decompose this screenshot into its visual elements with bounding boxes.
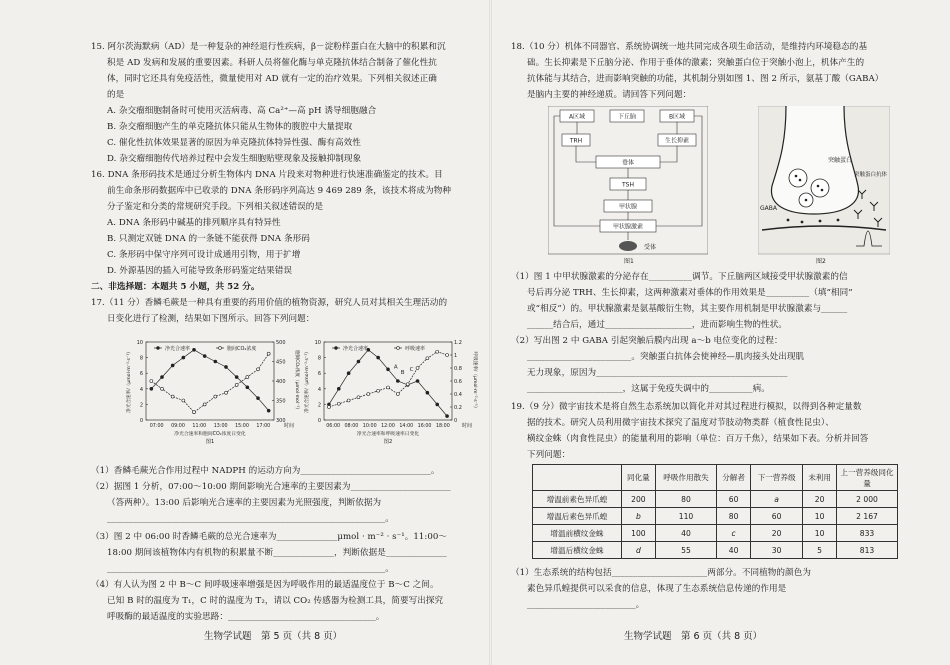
- legend-label: 呼吸速率: [405, 346, 426, 352]
- annotation-label: C: [409, 366, 414, 373]
- data-point: [406, 383, 409, 386]
- chart-caption: 净光合速率和呼吸速率日变化: [356, 432, 420, 437]
- q18-answer-blank-3[interactable]: ______: [821, 304, 848, 314]
- data-point: [426, 357, 429, 360]
- data-point: [387, 368, 390, 371]
- fig2-chart: [300, 336, 480, 448]
- data-point: [203, 355, 206, 358]
- x-tick-label: 10:00: [362, 424, 377, 429]
- q19-answer-blank-2[interactable]: _________________________。: [527, 600, 645, 610]
- q19-line4: 下列问题：: [527, 450, 571, 460]
- q18-part1-line3: [527, 304, 847, 315]
- q19-line2: 据的技术。研究人员利用微宇宙技术探究了温度对节肢动物类群（植食性昆虫）、: [527, 418, 834, 428]
- q17-line2: 日变化进行了检测，结果如下图所示。回答下列问题：: [107, 314, 315, 324]
- q15-line3: 体，同时它还具有免疫活性，微量使用对 AD 就有一定的治疗效果。下列相关叙述正确: [107, 74, 437, 84]
- y-tick-label-left: 4: [317, 386, 321, 393]
- right-page: [506, 0, 906, 665]
- fig1-caption: 图1: [624, 258, 634, 265]
- y-tick-label-left: 2: [139, 402, 143, 409]
- q17-part2-cont: [107, 498, 381, 509]
- fig1-label-pituitary: 垂体: [621, 159, 635, 167]
- y-tick-label-right: 0: [454, 418, 458, 424]
- q18-part2-text-c: 无力现象，原因为: [527, 368, 597, 378]
- q15-line4: 的是: [107, 90, 125, 100]
- q19-part1-text-c: 素色异爪蝗提供可以采食的信息，体现了生态系统信息传递的作用是: [527, 584, 787, 594]
- fig1-label-thyroid-hormone: 甲状腺激素: [612, 223, 644, 231]
- table-cell: 5: [803, 542, 837, 559]
- y-tick-label-right: 1.2: [454, 340, 462, 346]
- plot-frame: [146, 342, 274, 420]
- data-point: [357, 360, 360, 363]
- table-cell: 增温后横纹金蛛: [533, 542, 622, 559]
- x-tick-label: 09:00: [171, 424, 185, 429]
- q18-line4: 是脑内主要的神经递质。请回答下列问题：: [527, 90, 692, 100]
- fig1-target-cell: [619, 241, 637, 251]
- data-point: [257, 368, 260, 371]
- q17-answer-blank-2[interactable]: _______________________: [350, 482, 451, 492]
- data-point: [357, 396, 360, 399]
- data-point: [367, 393, 370, 396]
- table-cell: 10: [803, 508, 837, 525]
- q18-answer-blank-4[interactable]: ______: [527, 320, 554, 330]
- q17-answer-blank-8[interactable]: __________________________________。: [228, 612, 385, 622]
- y-tick-label-right: 450: [276, 359, 286, 366]
- table-cell: 40: [655, 525, 716, 542]
- fig1-label-b-region: B区域: [668, 113, 686, 121]
- q16-option-b: B. 只测定双链 DNA 的一条链不能获得 DNA 条形码: [107, 234, 310, 244]
- q17-part4-line3-text: 呼吸酶的最适温度的实验思路：: [107, 612, 229, 622]
- y-axis-label-left: 净光合速率/（μmol·m⁻²·s⁻¹）: [305, 349, 310, 413]
- y-tick-label-left: 8: [139, 355, 143, 362]
- q17-line1: 17.（11 分）香鳞毛蕨是一种具有重要的药用价值的植物资源，研究人员对其相关生理活动的: [91, 298, 448, 308]
- data-point: [377, 389, 380, 392]
- q17-answer-blank-7[interactable]: ________________________________________________________________。: [107, 564, 394, 574]
- data-point: [347, 372, 350, 375]
- data-point: [225, 365, 228, 368]
- annotation-label: A: [393, 364, 398, 371]
- q18-line3: 抗体能与其结合，进而影响突触的功能，其机制分别如图 1、图 2 所示，氨基丁酸（GABA）: [527, 74, 884, 84]
- data-point: [267, 352, 270, 355]
- table-cell: 20: [803, 491, 837, 508]
- y-tick-label-right: 350: [276, 398, 286, 405]
- table-cell: 110: [655, 508, 716, 525]
- q15-line1: 15. 阿尔茨海默病（AD）是一种复杂的神经退行性疾病，β－淀粉样蛋白在大脑中的积累和沉: [91, 42, 446, 52]
- x-tick-label: 12:00: [381, 424, 395, 429]
- x-axis-label: 时间: [462, 423, 473, 429]
- data-point: [182, 356, 185, 359]
- q17-part3-reason: ，判断依据是: [333, 548, 386, 558]
- y-tick-label-left: 2: [317, 402, 321, 409]
- table-cell: 80: [655, 491, 716, 508]
- q18-part1-line4: [527, 320, 787, 331]
- table-cell: 200: [622, 491, 656, 508]
- plot-frame: [324, 342, 452, 420]
- fig1-label-hypothalamus: 下丘脑: [617, 113, 637, 121]
- q15-line2: 积是 AD 发病和发展的重要因素。科研人员将催化酶与单克隆抗体结合制备了催化性抗: [107, 58, 437, 68]
- x-tick-label: 08:00: [344, 424, 359, 429]
- table-cell: 60: [717, 491, 751, 508]
- fig1-label-thyroid: 甲状腺: [618, 203, 638, 211]
- y-tick-label-right: 300: [276, 418, 286, 424]
- annotation-label: B: [400, 369, 405, 376]
- q16-line3: 分子鉴定和分类的常规研究手段。下列相关叙述错误的是: [107, 202, 324, 212]
- table-cell: 60: [750, 508, 802, 525]
- q15-option-b: B. 杂交瘤细胞产生的单克隆抗体只能从生物体的腹腔中大量提取: [107, 122, 353, 132]
- q17-part3-text: （3）图 2 中 06:00 时香鳞毛蕨的总光合速率为: [91, 532, 277, 542]
- fig2-caption: 图2: [816, 258, 826, 265]
- chart-caption: 净光合速率和胞间CO₂浓度日变化: [174, 432, 246, 437]
- q18-part2-text-d: ，这属于免疫失调中的: [622, 384, 710, 394]
- q17-part2-text: （2）据图 1 分析，07:00～10:00 期间影响光合速率的主要因素为: [91, 482, 351, 492]
- q18-answer-blank-7[interactable]: ____________________________________________: [596, 368, 788, 378]
- q18-part1-text-a: （1）图 1 中甲状腺激素的分泌存在: [511, 272, 649, 282]
- table-cell: 40: [717, 542, 751, 559]
- right-page-footer: 生物学试题 第 6 页（共 8 页）: [624, 631, 763, 642]
- table-cell: 增温前素色异爪蝗: [533, 491, 622, 508]
- q17-answer-blank-6[interactable]: ______________: [385, 548, 447, 558]
- q18-answer-blank-9[interactable]: __________: [709, 384, 753, 394]
- chart-title: 图1: [205, 439, 215, 445]
- legend-label: 净光合速率: [165, 346, 191, 352]
- q18-part2-line3: [527, 368, 787, 379]
- q19-line1: 19.（9 分）微宇宙技术是将自然生态系统加以简化并对其过程进行模拟，以得到各种定量数: [511, 402, 862, 412]
- legend-marker: [397, 347, 400, 350]
- y-tick-label-left: 6: [139, 371, 143, 378]
- y-tick-label-right: 0.4: [454, 392, 462, 398]
- fig1-label-somatostatin: 生长抑素: [664, 137, 690, 145]
- table-cell: 增温前横纹金蛛: [533, 525, 622, 542]
- series-line-1: [329, 352, 447, 407]
- x-tick-label: 17:00: [256, 424, 271, 429]
- data-point: [327, 406, 330, 409]
- data-point: [214, 360, 217, 363]
- data-point: [337, 402, 340, 405]
- q19-answer-blank-1[interactable]: ______________________: [611, 568, 708, 578]
- q18-part2-text-e: 病。: [752, 384, 770, 394]
- table-cell: c: [717, 525, 751, 542]
- q18-part1-text-c: 号后再分泌 TRH、生长抑素，这两种激素对垂体的作用效果是: [527, 288, 766, 298]
- q18-part1-text-g: ，进而影响生物的性状。: [691, 320, 787, 330]
- q18-part1-text-b: 调节。下丘脑两区域接受甲状腺激素的信: [692, 272, 848, 282]
- y-tick-label-right: 1: [454, 353, 458, 359]
- data-point: [377, 356, 380, 359]
- table-cell: 增温后素色异爪蝗: [533, 508, 622, 525]
- table-header-cell: [533, 465, 622, 491]
- series-line-0: [151, 350, 268, 411]
- fig2-vesicle-1: [789, 169, 807, 187]
- q17-part4-line2: 已知 B 时的温度为 T₁，C 时的温度为 T₂，请以 CO₂ 传感器为检测工具，简要写出探究: [107, 596, 444, 606]
- q17-part4-line1: （4）有人认为图 2 中 B～C 间呼吸速率增强是因为呼吸作用的最适温度位于 B～C 之间。: [91, 580, 439, 590]
- y-tick-label-left: 10: [314, 340, 321, 346]
- series-line-1: [151, 354, 268, 413]
- q17-part3-cont: [107, 548, 447, 559]
- y-tick-label-left: 0: [317, 418, 321, 424]
- q16-line1: 16. DNA 条形码技术是通过分析生物体内 DNA 片段来对物种进行快速准确鉴定的技术。目: [91, 170, 443, 180]
- table-row: [533, 525, 898, 542]
- q18-part1-line1: [511, 272, 848, 283]
- table-cell: 2 000: [837, 491, 898, 508]
- energy-table-header: [533, 465, 898, 491]
- fig2-label-synaptic-protein: 突触蛋白: [828, 157, 853, 164]
- y-tick-label-left: 10: [136, 340, 143, 346]
- table-cell: a: [750, 491, 802, 508]
- table-cell: 833: [837, 525, 898, 542]
- q17-part3-unit: μmol · m⁻² · s⁻¹。11:00～: [337, 532, 448, 542]
- x-tick-label: 16:00: [417, 424, 432, 429]
- data-point: [416, 380, 419, 383]
- q18-answer-blank-6[interactable]: ________________________: [527, 352, 632, 362]
- q15-option-d: D. 杂交瘤细胞传代培养过程中会发生细胞贴壁现象及接触抑制现象: [107, 154, 362, 164]
- y-tick-label-right: 0.2: [454, 405, 462, 411]
- data-point: [150, 380, 153, 383]
- q18-part1-text-d: （填“相同”: [809, 288, 853, 298]
- data-point: [203, 403, 206, 406]
- table-row: [533, 491, 898, 508]
- q16-option-a: A. DNA 条形码中碱基的排列顺序具有特异性: [107, 218, 281, 228]
- x-tick-label: 15:00: [235, 424, 249, 429]
- q17-part2-cont-text: （答两种）。13:00 后影响光合速率的主要因素为光照强度，判断依据为: [107, 498, 382, 508]
- x-tick-label: 13:00: [213, 424, 228, 429]
- legend-marker: [219, 347, 222, 350]
- table-cell: 10: [803, 525, 837, 542]
- y-tick-label-left: 4: [139, 386, 143, 393]
- q19-part1-line2: [527, 584, 786, 595]
- x-tick-label: 06:00: [326, 424, 341, 429]
- q17-answer-blank-4[interactable]: ______________: [276, 532, 338, 542]
- x-tick-label: 14:00: [399, 424, 414, 429]
- data-point: [193, 348, 196, 351]
- q17-part2: [91, 482, 451, 493]
- q18-part2-line2: [527, 352, 804, 363]
- table-cell: 813: [837, 542, 898, 559]
- q17-part1: [91, 466, 440, 477]
- fig2-vesicle-2: [811, 179, 829, 197]
- table-row: [533, 508, 898, 525]
- fig1-label-a-region: A区域: [568, 113, 586, 121]
- energy-table: [532, 464, 898, 559]
- fig2-label-gaba: GABA: [760, 205, 777, 212]
- table-cell: d: [622, 542, 656, 559]
- q19-part1-text-a: （1）生态系统的结构包括: [511, 568, 612, 578]
- q18-fig2-synapse: [758, 106, 890, 266]
- q15-option-c: C. 催化性抗体效果显著的原因为单克隆抗体特异性强、酶有高效性: [107, 138, 361, 148]
- data-point: [446, 415, 449, 418]
- q18-fig1-flowchart: [548, 106, 708, 266]
- data-point: [416, 367, 419, 370]
- data-point: [436, 403, 439, 406]
- q18-part1-text-e: 或“相反”）的。甲状腺激素是氨基酸衍生物，其主要作用机制是甲状腺激素与: [527, 304, 822, 314]
- data-point: [235, 383, 238, 386]
- legend-label: 净光合速率: [343, 346, 369, 352]
- y-tick-label-right: 400: [276, 379, 286, 385]
- left-page-footer: 生物学试题 第 5 页（共 8 页）: [204, 631, 343, 642]
- data-point: [171, 395, 174, 398]
- q16-option-d: D. 外源基因的插入可能导致条形码鉴定结果错误: [107, 266, 293, 276]
- table-header-cell: 呼吸作用散失: [655, 465, 716, 491]
- q18-line2: 础。生长抑素是下丘脑分泌、作用于垂体的激素；突触蛋白位于突触小泡上，机体产生的: [527, 58, 865, 68]
- table-header-cell: 同化量: [622, 465, 656, 491]
- x-tick-label: 11:00: [192, 424, 207, 429]
- q15-option-a: A. 杂交瘤细胞制备时可使用灭活病毒、高 Ca²⁺—高 pH 诱导细胞融合: [107, 106, 377, 116]
- table-cell: b: [622, 508, 656, 525]
- table-cell: 30: [750, 542, 802, 559]
- q18-answer-blank-2[interactable]: __________: [765, 288, 810, 298]
- q17-answer-blank-5[interactable]: ______________: [273, 548, 334, 558]
- y-axis-label-right: 胞间CO₂浓度（μmol·mol⁻¹）: [294, 349, 299, 413]
- y-tick-label-right: 500: [276, 340, 286, 346]
- data-point: [426, 391, 429, 394]
- data-point: [396, 393, 399, 396]
- q19-part1-text-b: 两部分。不同植物的颜色为: [707, 568, 811, 578]
- y-tick-label-left: 0: [139, 418, 143, 424]
- table-header-cell: 上一营养级同化量: [837, 465, 898, 491]
- data-point: [235, 376, 238, 379]
- fig2-label-antibody: 突触蛋白抗体: [854, 172, 888, 178]
- q18-line1: 18.（10 分）机体不同器官、系统协调统一地共同完成各项生命活动，是维持内环境稳态的基: [511, 42, 868, 52]
- data-point: [337, 387, 340, 390]
- table-cell: 2 167: [837, 508, 898, 525]
- q18-answer-blank-8[interactable]: ______________________: [527, 384, 623, 394]
- q17-part4-line3: [107, 612, 384, 623]
- fig1-label-trh: TRH: [569, 137, 583, 145]
- page-fold: [489, 0, 492, 665]
- data-point: [267, 409, 270, 412]
- q18-part2-line4: [527, 384, 770, 395]
- q19-line3: 横纹金蛛（肉食性昆虫）的能量利用的影响（单位：百万千焦），结果如下表。分析并回答: [527, 434, 869, 444]
- data-point: [225, 391, 228, 394]
- data-point: [246, 386, 249, 389]
- q17-part1-text: （1）香鳞毛蕨光合作用过程中 NADPH 的运动方向为: [91, 466, 301, 476]
- legend-marker: [157, 347, 160, 350]
- data-point: [161, 376, 164, 379]
- x-axis-label: 时间: [284, 423, 295, 429]
- q16-option-c: C. 条形码中保守序列可设计成通用引物，用于扩增: [107, 250, 301, 260]
- q17-answer-blank-3[interactable]: ________________________________________________________________。: [107, 514, 394, 524]
- x-tick-label: 07:00: [149, 424, 164, 429]
- table-cell: 55: [655, 542, 716, 559]
- q18-part1-line2: [527, 288, 853, 299]
- y-tick-label-left: 8: [317, 355, 321, 362]
- table-header-cell: 下一营养级: [750, 465, 802, 491]
- data-point: [214, 395, 217, 398]
- data-point: [387, 386, 390, 389]
- y-tick-label-right: 0.6: [454, 379, 462, 385]
- table-cell: 20: [750, 525, 802, 542]
- data-point: [347, 399, 350, 402]
- table-header-cell: 分解者: [717, 465, 751, 491]
- data-point: [161, 387, 164, 390]
- data-point: [246, 376, 249, 379]
- table-cell: 100: [622, 525, 656, 542]
- q19-part1-line1: [511, 568, 811, 579]
- data-point: [193, 411, 196, 414]
- table-header-cell: 未利用: [803, 465, 837, 491]
- data-point: [182, 399, 185, 402]
- y-axis-label-right: 呼吸速率/（μmol·m⁻²·s⁻¹）: [472, 351, 477, 411]
- y-axis-label-left: 净光合速率/（μmol·m⁻²·s⁻¹）: [127, 349, 132, 413]
- section-heading: 二、非选择题：本题共 5 小题，共 52 分。: [91, 282, 260, 292]
- legend-label: 胞间CO₂浓度: [227, 346, 257, 352]
- chart-title: 图2: [383, 439, 393, 445]
- q17-part3: [91, 532, 447, 543]
- data-point: [171, 364, 174, 367]
- q17-answer-blank-1[interactable]: ______________________________。: [300, 466, 440, 476]
- q17-part3-cont-text: 18:00 期间该植物体内有机物的积累量不断: [107, 548, 274, 558]
- table-row: [533, 542, 898, 559]
- q16-line2: 前生命条形码数据库中已收录的 DNA 条形码序列高达 9 469 289 条，该技术将成为物种: [107, 186, 452, 196]
- q18-part2-line1: （2）写出图 2 中 GABA 引起突触后膜内出现 a～b 电位变化的过程：: [511, 336, 783, 346]
- table-cell: 80: [717, 508, 751, 525]
- series-line-0: [329, 350, 447, 416]
- legend-marker: [335, 347, 338, 350]
- fig1-chart: [122, 336, 300, 448]
- q18-part1-text-f: 结合后，通过: [553, 320, 605, 330]
- y-tick-label-left: 6: [317, 371, 321, 378]
- q18-part2-text-b: 。突触蛋白抗体会使神经—肌肉接头处出现肌: [631, 352, 805, 362]
- fig1-label-tsh: TSH: [622, 181, 634, 189]
- data-point: [257, 397, 260, 400]
- data-point: [396, 380, 399, 383]
- x-tick-label: 18:00: [435, 424, 450, 429]
- fig1-receptor-label: 受体: [644, 244, 657, 251]
- q18-answer-blank-5[interactable]: ____________________: [604, 320, 692, 330]
- left-page: [86, 0, 477, 665]
- q18-answer-blank-1[interactable]: __________: [648, 272, 693, 282]
- data-point: [150, 387, 153, 390]
- data-point: [446, 354, 449, 357]
- data-point: [436, 350, 439, 353]
- y-tick-label-right: 0.8: [454, 366, 462, 372]
